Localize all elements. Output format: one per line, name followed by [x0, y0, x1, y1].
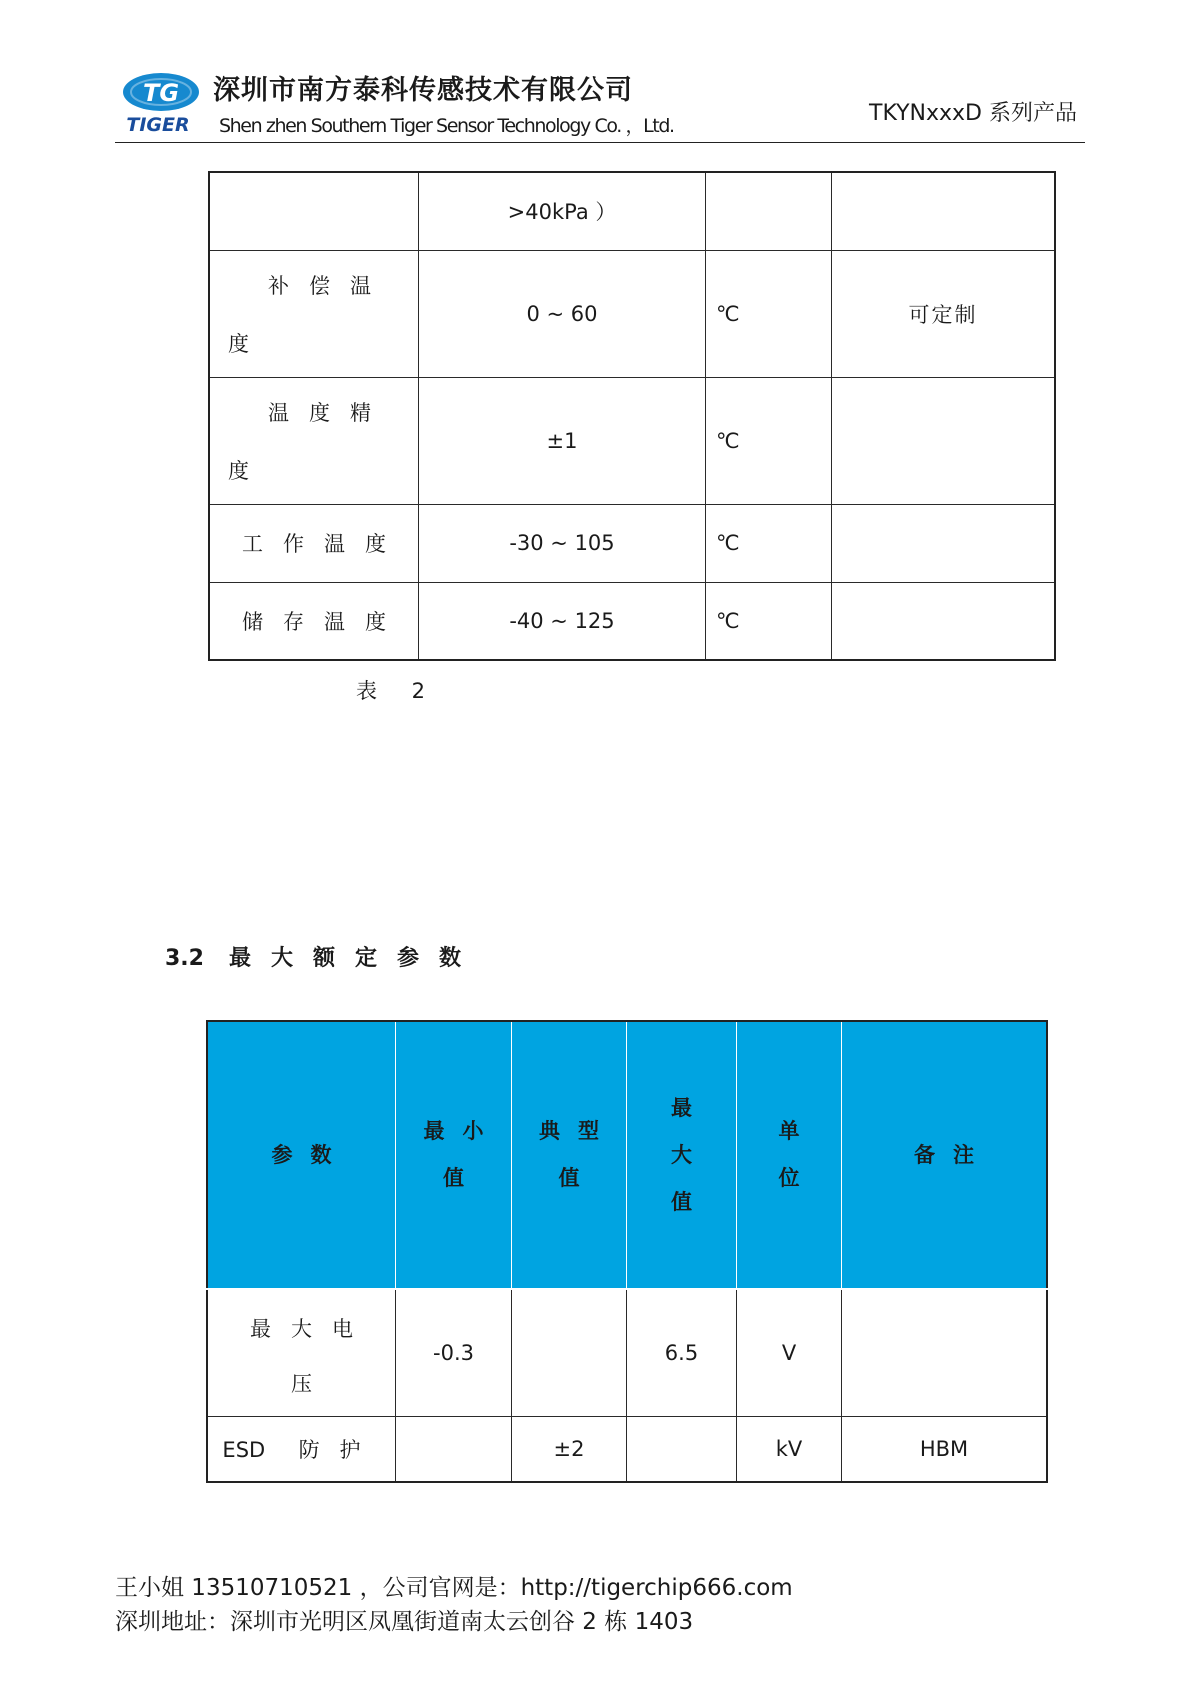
param-cell: 最大电 压	[207, 1289, 396, 1417]
min-cell: -0.3	[396, 1289, 512, 1417]
note-cell	[832, 504, 1056, 582]
section-title: 最大额定参数	[229, 946, 482, 971]
header-typ: 典型 值	[512, 1021, 627, 1289]
section-number: 3.2	[165, 946, 204, 971]
note-cell: 可定制	[832, 250, 1056, 377]
company-name-cn: 深圳市南方泰科传感技术有限公司	[213, 75, 633, 106]
table-row	[209, 582, 1055, 660]
svg-text:TG: TG	[142, 79, 180, 107]
table-row	[209, 250, 1055, 377]
table-row	[207, 1289, 1047, 1417]
value-cell: ±1	[419, 377, 706, 504]
section-heading	[165, 941, 481, 972]
value-cell: >40kPa ）	[419, 172, 706, 250]
unit-cell: ℃	[706, 250, 832, 377]
page-header	[115, 66, 1085, 143]
unit-cell: ℃	[706, 582, 832, 660]
tiger-logo	[118, 70, 204, 136]
unit-cell: kV	[737, 1417, 842, 1483]
param-cell: 工作温度	[209, 504, 419, 582]
contact-line: 王小姐 13510710521 ，公司官网是：http://tigerchip666.com	[115, 1575, 793, 1601]
param-cell: 补偿温 度	[209, 250, 419, 377]
header-unit: 单 位	[737, 1021, 842, 1289]
address-line: 深圳地址：深圳市光明区凤凰街道南太云创谷 2 栋 1403	[115, 1609, 694, 1635]
header-note: 备注	[842, 1021, 1048, 1289]
table-row	[209, 172, 1055, 250]
min-cell	[396, 1417, 512, 1483]
unit-cell: V	[737, 1289, 842, 1417]
note-cell	[832, 172, 1056, 250]
unit-cell	[706, 172, 832, 250]
table-caption: 表 2	[356, 679, 440, 703]
header-max: 最 大 值	[627, 1021, 737, 1289]
page-footer	[115, 1571, 793, 1639]
table-row	[209, 377, 1055, 504]
param-cell: ESD 防护	[207, 1417, 396, 1483]
table-header-row	[207, 1021, 1047, 1289]
product-series: TKYNxxxD 系列产品	[869, 101, 1077, 126]
max-ratings-table	[206, 1020, 1048, 1483]
note-cell	[832, 377, 1056, 504]
note-cell	[842, 1289, 1048, 1417]
value-cell: 0 ~ 60	[419, 250, 706, 377]
typ-cell	[512, 1289, 627, 1417]
note-cell: HBM	[842, 1417, 1048, 1483]
unit-cell: ℃	[706, 377, 832, 504]
company-name-en: Shen zhen Southern Tiger Sensor Technology Co. ，Ltd.	[219, 115, 674, 137]
param-cell: 温度精 度	[209, 377, 419, 504]
param-cell	[209, 172, 419, 250]
unit-cell: ℃	[706, 504, 832, 582]
value-cell: -40 ~ 125	[419, 582, 706, 660]
table-row	[207, 1417, 1047, 1483]
note-cell	[832, 582, 1056, 660]
param-cell: 储存温度	[209, 582, 419, 660]
spec-table-2	[208, 171, 1056, 661]
typ-cell: ±2	[512, 1417, 627, 1483]
header-min: 最小 值	[396, 1021, 512, 1289]
max-cell: 6.5	[627, 1289, 737, 1417]
max-cell	[627, 1417, 737, 1483]
header-param: 参数	[207, 1021, 396, 1289]
value-cell: -30 ~ 105	[419, 504, 706, 582]
svg-text:TIGER: TIGER	[126, 114, 190, 136]
table-row	[209, 504, 1055, 582]
